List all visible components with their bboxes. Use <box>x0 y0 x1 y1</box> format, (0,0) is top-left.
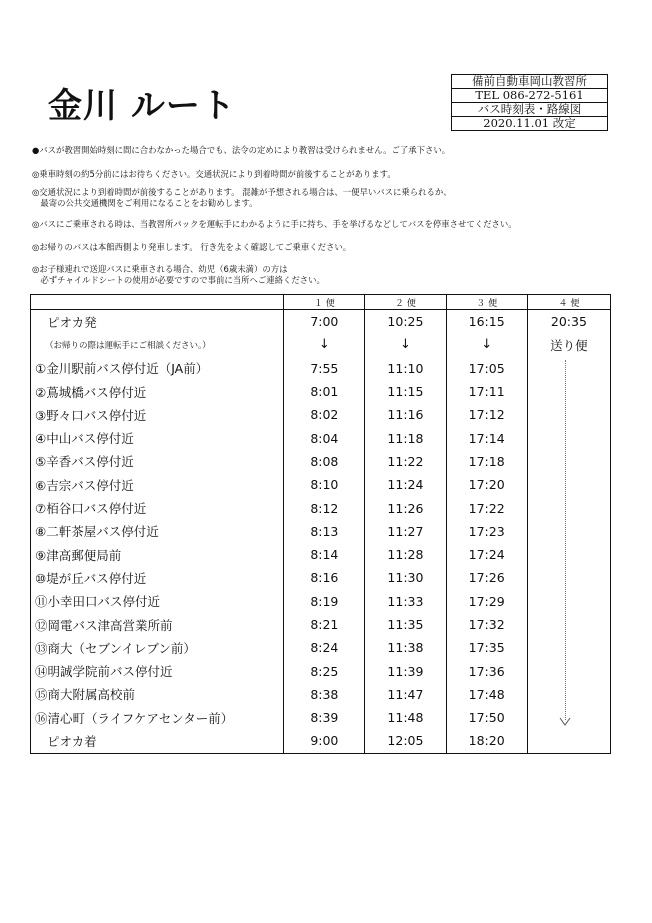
stop-time-blank <box>527 496 610 519</box>
timetable <box>30 294 611 754</box>
stop-time-blank <box>527 473 610 496</box>
stop-time: 11:39 <box>365 659 446 682</box>
stop-name: ⑬商大（セブンイレブン前） <box>31 636 284 659</box>
stop-time: 17:22 <box>446 496 527 519</box>
stop-time-blank <box>527 636 610 659</box>
stop-time: 17:48 <box>446 683 527 706</box>
header-trip-1: １ 便 <box>284 295 365 310</box>
note-line: ●バスが教習開始時刻に間に合わなかった場合でも、法令の定めにより教習は受けられません。ご了承下さい。 <box>32 145 451 155</box>
stop-time: 11:15 <box>365 380 446 403</box>
depart-time: 20:35 <box>527 310 610 334</box>
stop-time-blank <box>527 403 610 426</box>
stop-time: 17:26 <box>446 566 527 589</box>
stop-time-blank <box>527 683 610 706</box>
header-trip-3: ３ 便 <box>446 295 527 310</box>
drop-off-dotted-line <box>565 360 566 720</box>
depart-label: ピオカ発 <box>31 310 284 334</box>
stop-row <box>31 683 611 706</box>
stop-name: ⑪小幸田口バス停付近 <box>31 590 284 613</box>
note-line: ◎バスにご乗車される時は、当教習所パックを運転手にわかるように手に持ち、手を挙げるなどしてバスを停車させてください。 <box>32 219 517 229</box>
arrive-time: 12:05 <box>365 729 446 753</box>
stop-row <box>31 566 611 589</box>
stop-name: ⑭明誠学院前バス停付近 <box>31 659 284 682</box>
depart-time: 10:25 <box>365 310 446 334</box>
note-line: ◎乗車時刻の約5分前にはお待ちください。交通状況により到着時間が前後することがあります。 <box>32 169 396 179</box>
stop-time: 17:32 <box>446 613 527 636</box>
stop-time: 8:24 <box>284 636 365 659</box>
note-line: ◎お帰りのバスは本館西側より発車します。 行き先をよく確認してご乗車ください。 <box>32 242 352 252</box>
stop-name: ③野々口バス停付近 <box>31 403 284 426</box>
stop-time: 11:33 <box>365 590 446 613</box>
arrive-time: 18:20 <box>446 729 527 753</box>
stop-time: 8:04 <box>284 426 365 449</box>
stop-time: 17:20 <box>446 473 527 496</box>
stop-time-blank <box>527 566 610 589</box>
stop-time: 17:23 <box>446 520 527 543</box>
stop-time: 8:19 <box>284 590 365 613</box>
stop-name: ⑥吉宗バス停付近 <box>31 473 284 496</box>
stop-row <box>31 706 611 729</box>
stop-time: 17:36 <box>446 659 527 682</box>
down-arrow-icon: ↓ <box>365 333 446 356</box>
stop-row <box>31 659 611 682</box>
stop-row <box>31 520 611 543</box>
stop-time: 11:28 <box>365 543 446 566</box>
stop-time-blank <box>527 613 610 636</box>
stop-time: 11:22 <box>365 450 446 473</box>
note-line: ◎お子様連れで送迎バスに乗車される場合、幼児（6歳未満）の方は <box>32 264 288 274</box>
stop-time: 11:38 <box>365 636 446 659</box>
stop-time: 17:05 <box>446 357 527 380</box>
stop-time: 11:30 <box>365 566 446 589</box>
school-phone: TEL 086-272-5161 <box>452 89 607 103</box>
stop-time: 8:14 <box>284 543 365 566</box>
arrive-row <box>31 729 611 753</box>
stop-time: 8:39 <box>284 706 365 729</box>
stop-name: ⑨津高郵便局前 <box>31 543 284 566</box>
stop-time: 8:12 <box>284 496 365 519</box>
header-blank <box>31 295 284 310</box>
stop-time: 8:38 <box>284 683 365 706</box>
stop-time: 17:14 <box>446 426 527 449</box>
stop-time: 11:27 <box>365 520 446 543</box>
stop-time: 11:18 <box>365 426 446 449</box>
note-line: 最寄の公共交通機関をご利用になることをお勧めします。 <box>32 198 258 208</box>
note-line: ◎交通状況により到着時間が前後することがあります。 混雑が予想される場合は、一便早いバスに乗られるか、 <box>32 187 452 197</box>
down-arrow-icon: ↓ <box>446 333 527 356</box>
school-info-box <box>451 74 608 131</box>
stop-row <box>31 450 611 473</box>
arrive-time-blank <box>527 729 610 753</box>
stop-time: 17:50 <box>446 706 527 729</box>
stop-row <box>31 543 611 566</box>
note-line: 必ずチャイルドシートの使用が必要ですので事前に当所へご連絡ください。 <box>32 275 325 285</box>
down-arrow-icon: ↓ <box>284 333 365 356</box>
stop-name: ②蔦城橋バス停付近 <box>31 380 284 403</box>
stop-name: ④中山バス停付近 <box>31 426 284 449</box>
stop-time: 8:13 <box>284 520 365 543</box>
depart-time: 16:15 <box>446 310 527 334</box>
return-note: （お帰りの際は運転手にご相談ください。） <box>31 333 284 356</box>
stop-time: 8:02 <box>284 403 365 426</box>
revision-date: 2020.11.01 改定 <box>483 116 576 130</box>
stop-name: ⑧二軒茶屋バス停付近 <box>31 520 284 543</box>
stop-row <box>31 613 611 636</box>
document-type: バス時刻表・路線図 <box>452 103 607 117</box>
depart-time: 7:00 <box>284 310 365 334</box>
arrive-label: ピオカ着 <box>31 729 284 753</box>
stop-row <box>31 496 611 519</box>
stop-time-blank <box>527 659 610 682</box>
stop-time: 7:55 <box>284 357 365 380</box>
stop-time: 17:12 <box>446 403 527 426</box>
stop-time: 11:24 <box>365 473 446 496</box>
stop-row <box>31 380 611 403</box>
stop-name: ⑦栢谷口バス停付近 <box>31 496 284 519</box>
sub-row <box>31 333 611 356</box>
stop-name: ⑤辛香バス停付近 <box>31 450 284 473</box>
stop-row <box>31 473 611 496</box>
stop-time: 8:25 <box>284 659 365 682</box>
stop-time: 8:21 <box>284 613 365 636</box>
depart-row <box>31 310 611 334</box>
stop-time: 11:48 <box>365 706 446 729</box>
drop-off-label: 送り便 <box>527 333 610 356</box>
stop-time-blank <box>527 520 610 543</box>
stop-time: 8:16 <box>284 566 365 589</box>
stop-time: 11:26 <box>365 496 446 519</box>
stop-time-blank <box>527 590 610 613</box>
down-arrow-icon <box>558 714 572 728</box>
stop-name: ⑮商大附属高校前 <box>31 683 284 706</box>
page-title: 金川 ルート <box>48 86 236 126</box>
stop-time: 8:01 <box>284 380 365 403</box>
stop-time: 8:10 <box>284 473 365 496</box>
stops-body <box>31 357 611 730</box>
header-trip-2: ２ 便 <box>365 295 446 310</box>
stop-time: 11:16 <box>365 403 446 426</box>
stop-name: ①金川駅前バス停付近（JA前） <box>31 357 284 380</box>
stop-time-blank <box>527 450 610 473</box>
timetable-header-row <box>31 295 611 310</box>
stop-time: 17:29 <box>446 590 527 613</box>
school-name: 備前自動車岡山教習所 <box>452 75 607 89</box>
stop-time: 17:35 <box>446 636 527 659</box>
stop-row <box>31 357 611 380</box>
stop-time-blank <box>527 357 610 380</box>
header-trip-4: ４ 便 <box>527 295 610 310</box>
stop-time: 11:47 <box>365 683 446 706</box>
stop-row <box>31 636 611 659</box>
stop-time: 11:35 <box>365 613 446 636</box>
stop-row <box>31 403 611 426</box>
stop-time-blank <box>527 426 610 449</box>
stop-name: ⑯清心町（ライフケアセンター前） <box>31 706 284 729</box>
arrive-time: 9:00 <box>284 729 365 753</box>
stop-time: 17:24 <box>446 543 527 566</box>
stop-time-blank <box>527 380 610 403</box>
stop-time: 8:08 <box>284 450 365 473</box>
stop-name: ⑫岡電バス津高営業所前 <box>31 613 284 636</box>
stop-time: 17:18 <box>446 450 527 473</box>
stop-row <box>31 426 611 449</box>
stop-time: 11:10 <box>365 357 446 380</box>
stop-time: 17:11 <box>446 380 527 403</box>
stop-time-blank <box>527 543 610 566</box>
stop-row <box>31 590 611 613</box>
stop-name: ⑩堤が丘バス停付近 <box>31 566 284 589</box>
